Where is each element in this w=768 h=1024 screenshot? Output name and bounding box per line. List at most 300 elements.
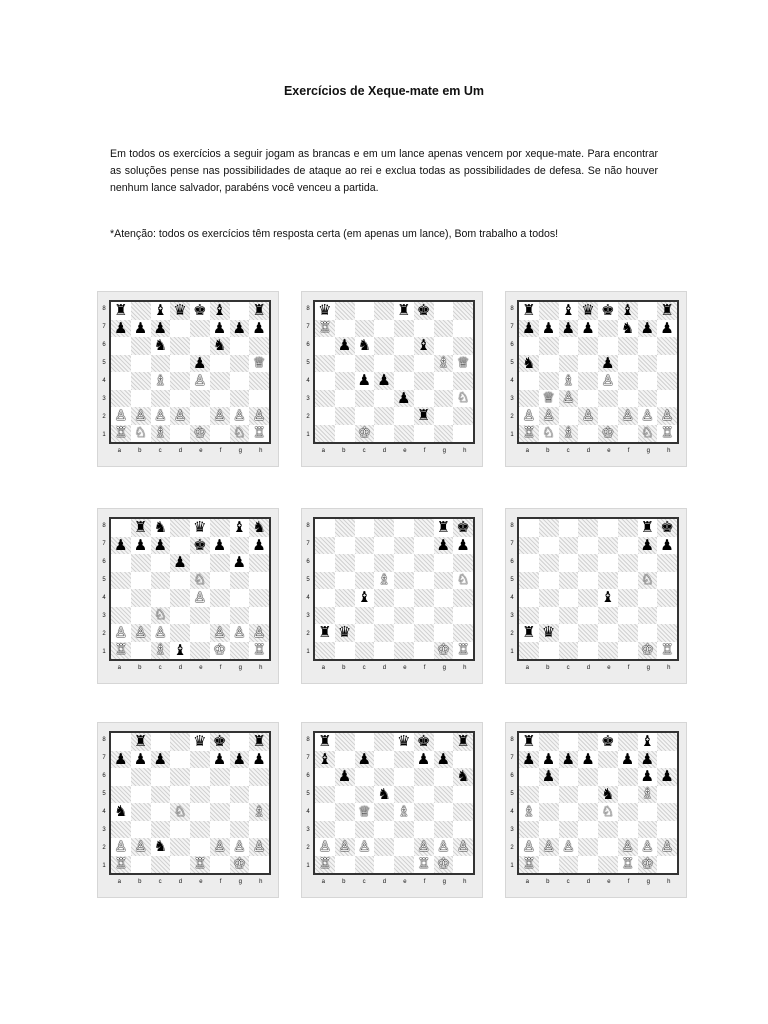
- square-b1: [335, 642, 355, 660]
- square-h1: [657, 856, 677, 874]
- square-b6: [539, 337, 559, 355]
- square-c8: [151, 519, 171, 537]
- black-knight-icon: ♞: [252, 518, 266, 537]
- white-bishop-icon: ♗: [522, 803, 536, 820]
- square-f5: [210, 572, 230, 590]
- black-pawn-icon: ♟: [114, 535, 128, 554]
- square-a7: [519, 751, 539, 769]
- file-labels: [109, 665, 271, 671]
- square-b7: [131, 537, 151, 555]
- white-queen-icon: ♕: [456, 355, 470, 372]
- white-queen-icon: ♕: [358, 803, 371, 820]
- square-e1: [598, 642, 618, 660]
- file-label: b: [342, 665, 346, 671]
- square-a7: [519, 320, 539, 338]
- square-c1: [151, 856, 171, 874]
- white-pawn-icon: ♙: [621, 407, 634, 424]
- square-h5: [249, 355, 269, 373]
- square-c4: [355, 372, 375, 390]
- square-c8: [559, 302, 579, 320]
- square-d4: [578, 372, 598, 390]
- square-h4: [453, 372, 473, 390]
- square-c3: [151, 821, 171, 839]
- file-label: b: [546, 448, 550, 454]
- square-b1: [131, 642, 151, 660]
- chess-board: [313, 517, 475, 661]
- black-rook-icon: ♜: [397, 301, 411, 320]
- white-pawn-icon: ♙: [562, 390, 575, 407]
- square-h2: [453, 407, 473, 425]
- square-c7: [559, 537, 579, 555]
- square-e3: [190, 390, 210, 408]
- square-h5: [657, 572, 677, 590]
- rank-label: 6: [510, 559, 514, 565]
- square-f5: [618, 572, 638, 590]
- square-h2: [657, 407, 677, 425]
- square-d8: [578, 733, 598, 751]
- square-c8: [355, 519, 375, 537]
- square-c6: [151, 554, 171, 572]
- black-king-icon: ♚: [212, 732, 227, 751]
- square-g7: [230, 751, 250, 769]
- square-g3: [638, 821, 658, 839]
- black-rook-icon: ♜: [522, 623, 536, 642]
- black-pawn-icon: ♟: [133, 535, 148, 554]
- square-a7: [315, 537, 335, 555]
- square-g7: [434, 320, 454, 338]
- white-king-icon: ♔: [213, 642, 226, 659]
- intro-paragraph: Em todos os exercícios a seguir jogam as brancas e em um lance apenas vencem por xeque-mate. Para encontrar as soluções pense nas possibilidades de ataque ao rei e exclua todas as possibilidades de defesa. Se não houver nenhum lance salvador, parabéns você venceu a partida.: [110, 148, 658, 194]
- file-label: a: [321, 879, 325, 885]
- file-label: c: [362, 665, 366, 671]
- square-d4: [374, 372, 394, 390]
- square-c5: [355, 355, 375, 373]
- white-bishop-icon: ♗: [154, 425, 167, 442]
- white-pawn-icon: ♙: [252, 624, 266, 641]
- square-h1: [249, 856, 269, 874]
- square-d4: [578, 803, 598, 821]
- square-f8: [618, 519, 638, 537]
- rank-label: 7: [510, 324, 514, 330]
- black-pawn-icon: ♟: [232, 749, 247, 768]
- square-c5: [559, 786, 579, 804]
- square-a8: [315, 302, 335, 320]
- square-h3: [657, 821, 677, 839]
- square-e4: [598, 372, 618, 390]
- square-b4: [335, 803, 355, 821]
- square-e4: [598, 803, 618, 821]
- rank-label: 3: [510, 827, 514, 833]
- square-g5: [230, 572, 250, 590]
- white-pawn-icon: ♙: [542, 407, 555, 424]
- rank-label: 8: [102, 306, 106, 312]
- black-pawn-icon: ♟: [541, 318, 556, 337]
- square-e3: [190, 821, 210, 839]
- square-d6: [374, 554, 394, 572]
- square-g4: [230, 372, 250, 390]
- square-h6: [453, 768, 473, 786]
- black-queen-icon: ♛: [337, 623, 352, 642]
- square-b7: [539, 751, 559, 769]
- square-h5: [249, 786, 269, 804]
- square-e1: [190, 856, 210, 874]
- rank-label: 5: [102, 791, 106, 797]
- square-d5: [578, 572, 598, 590]
- square-c7: [151, 537, 171, 555]
- square-e5: [394, 572, 414, 590]
- black-bishop-icon: ♝: [232, 518, 247, 537]
- black-pawn-icon: ♟: [660, 767, 674, 786]
- black-rook-icon: ♜: [456, 732, 470, 751]
- square-c1: [559, 856, 579, 874]
- white-knight-icon: ♘: [154, 607, 167, 624]
- square-a4: [111, 372, 131, 390]
- black-bishop-icon: ♝: [561, 301, 576, 320]
- square-c5: [151, 786, 171, 804]
- white-king-icon: ♔: [233, 856, 246, 873]
- file-label: g: [238, 448, 242, 454]
- square-h4: [453, 803, 473, 821]
- square-f1: [414, 425, 434, 443]
- file-label: a: [525, 879, 529, 885]
- file-label: c: [566, 448, 570, 454]
- black-rook-icon: ♜: [318, 623, 332, 642]
- file-label: d: [586, 879, 591, 885]
- square-e1: [598, 425, 618, 443]
- square-g7: [230, 537, 250, 555]
- chess-board: [517, 731, 679, 875]
- square-a5: [111, 786, 131, 804]
- square-e5: [598, 786, 618, 804]
- square-a7: [111, 320, 131, 338]
- square-a4: [519, 803, 539, 821]
- white-rook-icon: ♖: [660, 642, 674, 659]
- square-d1: [170, 856, 190, 874]
- file-label: h: [667, 879, 671, 885]
- white-pawn-icon: ♙: [562, 838, 575, 855]
- square-h7: [657, 320, 677, 338]
- square-f2: [414, 407, 434, 425]
- rank-label: 8: [306, 306, 310, 312]
- file-label: g: [646, 665, 650, 671]
- black-queen-icon: ♛: [193, 732, 207, 751]
- square-e1: [190, 425, 210, 443]
- square-c3: [151, 390, 171, 408]
- white-king-icon: ♔: [437, 856, 450, 873]
- rank-label: 7: [306, 541, 310, 547]
- square-f3: [414, 390, 434, 408]
- square-d1: [374, 856, 394, 874]
- square-h3: [453, 390, 473, 408]
- black-king-icon: ♚: [193, 535, 207, 554]
- square-a5: [519, 572, 539, 590]
- rank-label: 7: [102, 324, 106, 330]
- square-a1: [315, 425, 335, 443]
- square-d1: [170, 425, 190, 443]
- rank-label: 5: [306, 791, 310, 797]
- square-b7: [335, 537, 355, 555]
- square-h6: [453, 554, 473, 572]
- white-pawn-icon: ♙: [193, 372, 207, 389]
- square-e8: [598, 302, 618, 320]
- page-title: Exercícios de Xeque-mate em Um: [283, 84, 485, 98]
- square-h6: [249, 337, 269, 355]
- square-f1: [618, 425, 638, 443]
- square-e8: [394, 519, 414, 537]
- square-h7: [453, 537, 473, 555]
- square-a6: [519, 768, 539, 786]
- black-pawn-icon: ♟: [601, 353, 615, 372]
- square-b3: [335, 821, 355, 839]
- square-b8: [335, 302, 355, 320]
- square-a8: [111, 733, 131, 751]
- square-h5: [657, 355, 677, 373]
- square-c7: [151, 751, 171, 769]
- square-g6: [230, 554, 250, 572]
- black-queen-icon: ♛: [318, 301, 332, 320]
- square-c6: [355, 768, 375, 786]
- square-a5: [111, 572, 131, 590]
- square-c1: [559, 642, 579, 660]
- attention-note: *Atenção: todos os exercícios têm resposta certa (em apenas um lance), Bom trabalho a todos!: [110, 228, 559, 240]
- square-b6: [131, 337, 151, 355]
- square-d7: [170, 537, 190, 555]
- file-label: d: [178, 879, 183, 885]
- white-knight-icon: ♘: [233, 425, 246, 442]
- black-queen-icon: ♛: [541, 623, 556, 642]
- rank-label: 3: [102, 396, 106, 402]
- black-pawn-icon: ♟: [522, 749, 536, 768]
- square-h6: [657, 768, 677, 786]
- square-h7: [249, 537, 269, 555]
- square-c5: [151, 572, 171, 590]
- square-a5: [315, 572, 335, 590]
- square-a5: [519, 786, 539, 804]
- square-h4: [657, 589, 677, 607]
- square-a5: [519, 355, 539, 373]
- square-c4: [355, 589, 375, 607]
- file-label: g: [442, 665, 446, 671]
- chess-diagram-2: [301, 291, 483, 467]
- file-label: f: [627, 665, 630, 671]
- square-h5: [249, 572, 269, 590]
- square-h5: [453, 572, 473, 590]
- square-c3: [559, 390, 579, 408]
- square-d7: [374, 537, 394, 555]
- white-pawn-icon: ♙: [581, 407, 595, 424]
- rank-label: 2: [306, 631, 310, 637]
- white-pawn-icon: ♙: [154, 407, 167, 424]
- square-f5: [414, 355, 434, 373]
- square-e3: [190, 607, 210, 625]
- square-g3: [230, 390, 250, 408]
- black-bishop-icon: ♝: [416, 336, 431, 355]
- black-pawn-icon: ♟: [561, 318, 576, 337]
- square-a6: [111, 554, 131, 572]
- rank-label: 4: [306, 378, 310, 384]
- rank-label: 3: [306, 613, 310, 619]
- square-h4: [249, 803, 269, 821]
- square-a4: [315, 803, 335, 821]
- square-f8: [210, 519, 230, 537]
- square-g3: [230, 821, 250, 839]
- square-e8: [190, 302, 210, 320]
- square-g5: [638, 572, 658, 590]
- square-c1: [355, 856, 375, 874]
- black-rook-icon: ♜: [133, 518, 148, 537]
- square-a4: [519, 372, 539, 390]
- square-e3: [394, 607, 414, 625]
- square-g5: [638, 786, 658, 804]
- square-c3: [355, 607, 375, 625]
- square-b5: [131, 355, 151, 373]
- square-d6: [578, 337, 598, 355]
- square-b3: [539, 390, 559, 408]
- square-a2: [111, 407, 131, 425]
- square-e2: [394, 624, 414, 642]
- rank-label: 3: [510, 396, 514, 402]
- black-pawn-icon: ♟: [581, 749, 595, 768]
- square-f6: [210, 554, 230, 572]
- square-b8: [539, 302, 559, 320]
- square-d5: [374, 355, 394, 373]
- square-g8: [230, 733, 250, 751]
- square-b3: [131, 607, 151, 625]
- file-label: a: [525, 665, 529, 671]
- white-pawn-icon: ♙: [358, 838, 371, 855]
- square-d2: [374, 624, 394, 642]
- square-d6: [374, 768, 394, 786]
- white-bishop-icon: ♗: [437, 355, 450, 372]
- rank-label: 6: [510, 342, 514, 348]
- white-rook-icon: ♖: [660, 425, 674, 442]
- file-label: f: [627, 448, 630, 454]
- black-queen-icon: ♛: [397, 732, 411, 751]
- black-pawn-icon: ♟: [436, 749, 451, 768]
- black-rook-icon: ♜: [252, 301, 266, 320]
- square-g3: [434, 821, 454, 839]
- chess-diagram-6: [505, 508, 687, 684]
- rank-labels: [508, 517, 516, 661]
- square-g8: [230, 519, 250, 537]
- square-e4: [190, 372, 210, 390]
- square-e6: [598, 554, 618, 572]
- square-g8: [434, 733, 454, 751]
- black-pawn-icon: ♟: [357, 371, 372, 390]
- square-a4: [315, 372, 335, 390]
- square-a2: [111, 624, 131, 642]
- rank-label: 6: [306, 559, 310, 565]
- rank-label: 4: [102, 378, 106, 384]
- white-bishop-icon: ♗: [377, 572, 391, 589]
- square-d7: [170, 751, 190, 769]
- square-a2: [315, 838, 335, 856]
- black-king-icon: ♚: [193, 301, 207, 320]
- square-e7: [394, 751, 414, 769]
- square-c1: [151, 642, 171, 660]
- square-b6: [335, 554, 355, 572]
- black-knight-icon: ♞: [601, 784, 615, 803]
- black-pawn-icon: ♟: [561, 749, 576, 768]
- square-d5: [170, 572, 190, 590]
- square-h6: [249, 554, 269, 572]
- rank-label: 7: [102, 755, 106, 761]
- square-b8: [335, 519, 355, 537]
- square-d8: [578, 519, 598, 537]
- square-a7: [519, 537, 539, 555]
- square-d2: [170, 407, 190, 425]
- square-b1: [539, 856, 559, 874]
- chess-board: [109, 300, 271, 444]
- square-c7: [355, 751, 375, 769]
- black-rook-icon: ♜: [522, 301, 536, 320]
- square-c5: [355, 572, 375, 590]
- black-pawn-icon: ♟: [640, 535, 655, 554]
- square-c8: [151, 733, 171, 751]
- square-e7: [598, 751, 618, 769]
- black-pawn-icon: ♟: [541, 749, 556, 768]
- square-a7: [315, 751, 335, 769]
- black-rook-icon: ♜: [114, 301, 128, 320]
- white-pawn-icon: ♙: [154, 624, 167, 641]
- square-f2: [618, 407, 638, 425]
- square-b1: [539, 425, 559, 443]
- file-label: e: [403, 448, 407, 454]
- file-label: g: [646, 448, 650, 454]
- square-b8: [131, 519, 151, 537]
- square-b6: [539, 554, 559, 572]
- white-pawn-icon: ♙: [134, 407, 147, 424]
- square-c2: [355, 407, 375, 425]
- square-g5: [434, 572, 454, 590]
- white-pawn-icon: ♙: [542, 838, 555, 855]
- square-h1: [657, 425, 677, 443]
- square-g6: [230, 768, 250, 786]
- square-b2: [131, 838, 151, 856]
- file-labels: [109, 448, 271, 454]
- square-d5: [374, 572, 394, 590]
- square-h7: [657, 751, 677, 769]
- white-knight-icon: ♘: [641, 425, 654, 442]
- square-e2: [190, 838, 210, 856]
- file-label: f: [423, 879, 426, 885]
- black-rook-icon: ♜: [133, 732, 148, 751]
- square-c1: [151, 425, 171, 443]
- square-h4: [453, 589, 473, 607]
- rank-label: 6: [102, 773, 106, 779]
- white-pawn-icon: ♙: [114, 624, 128, 641]
- black-bishop-icon: ♝: [318, 749, 332, 768]
- file-label: g: [238, 879, 242, 885]
- rank-label: 2: [306, 845, 310, 851]
- square-g1: [434, 642, 454, 660]
- black-pawn-icon: ♟: [212, 535, 227, 554]
- square-f3: [210, 821, 230, 839]
- square-h8: [249, 302, 269, 320]
- square-h3: [249, 607, 269, 625]
- square-a1: [519, 856, 539, 874]
- black-king-icon: ♚: [601, 732, 615, 751]
- rank-label: 2: [510, 845, 514, 851]
- white-king-icon: ♔: [641, 642, 654, 659]
- square-h1: [249, 642, 269, 660]
- file-label: d: [586, 665, 591, 671]
- square-e6: [394, 554, 414, 572]
- rank-label: 6: [102, 342, 106, 348]
- square-d2: [374, 407, 394, 425]
- square-f4: [414, 589, 434, 607]
- file-label: a: [117, 665, 121, 671]
